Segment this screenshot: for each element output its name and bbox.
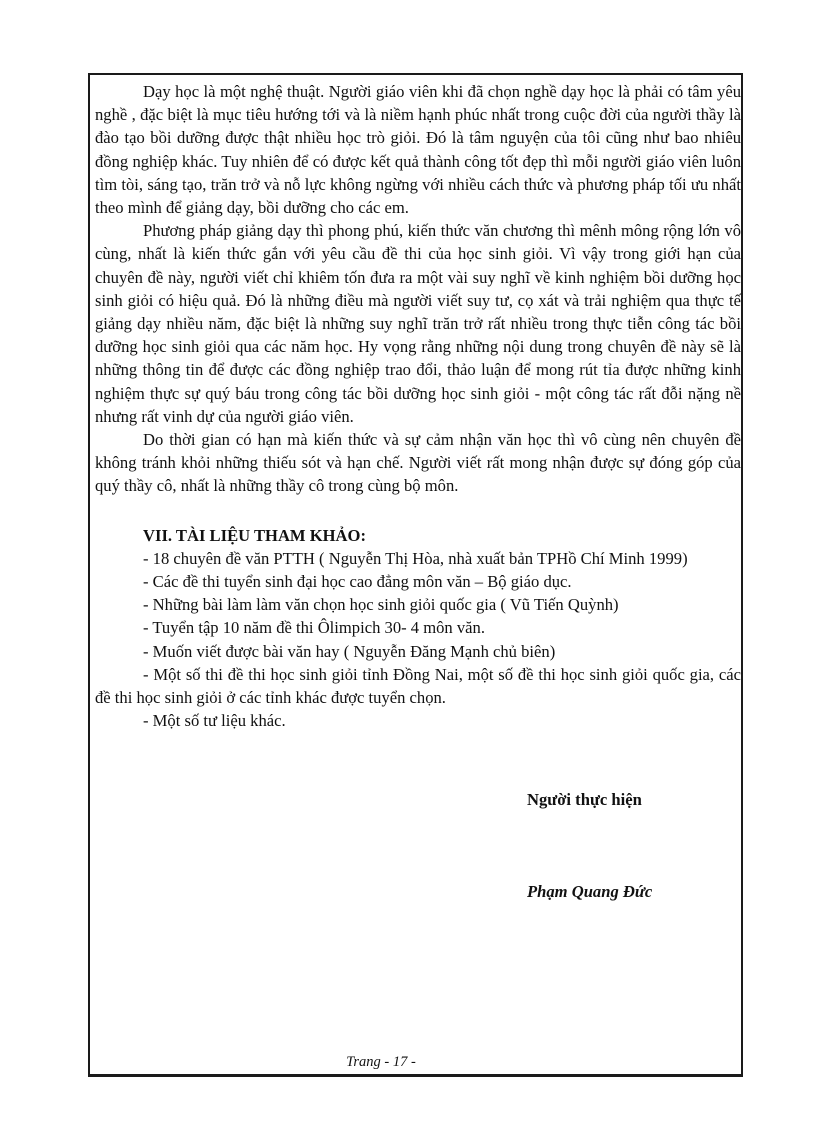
document-body <box>95 80 741 732</box>
page-number: Trang - 17 - <box>346 1054 416 1070</box>
signature-label: Người thực hiện <box>527 790 642 809</box>
reference-item: - 18 chuyên đề văn PTTH ( Nguyễn Thị Hòa, nhà xuất bản TPHồ Chí Minh 1999) <box>143 548 688 568</box>
page-footer <box>0 1054 816 1071</box>
references-list <box>95 547 741 733</box>
reference-item: - Muốn viết được bài văn hay ( Nguyễn Đăng Mạnh chủ biên) <box>143 641 556 661</box>
references-heading: VII. TÀI LIỆU THAM KHẢO: <box>143 525 366 545</box>
body-paragraph-1: Dạy học là một nghệ thuật. Người giáo viên khi đã chọn nghề dạy học là phải có tâm yêu nghề , đặc biệt là mục tiêu hướng tới và là niềm hạnh phúc nhất trong cuộc đời của người thầy là đào tạo bồi dưỡng được thật nhiều học trò giỏi. Đó là tâm nguyện của tôi cũng như bao nhiêu đồng nghiệp khác. Tuy nhiên để có được kết quả thành công tốt đẹp thì mỗi người giáo viên luôn tìm tòi, sáng tạo, trăn trở và nỗ lực không ngừng với nhiều cách thức và phương pháp tối ưu nhất theo mình để giảng dạy, bồi dưỡng cho các em. <box>95 82 741 218</box>
reference-item: - Tuyển tập 10 năm đề thi Ôlimpich 30- 4 môn văn. <box>143 618 485 638</box>
reference-item: - Những bài làm làm văn chọn học sinh giỏi quốc gia ( Vũ Tiến Quỳnh) <box>143 595 619 615</box>
body-paragraph-3: Do thời gian có hạn mà kiến thức và sự cảm nhận văn học thì vô cùng nên chuyên đề không tránh khỏi những thiếu sót và hạn chế. Người viết rất mong nhận được sự đóng góp của quý thầy cô, nhất là những thầy cô trong cùng bộ môn. <box>95 430 741 496</box>
reference-item: - Một số thi đề thi học sinh giỏi tỉnh Đồng Nai, một số đề thi học sinh giỏi quốc gia, các đề thi học sinh giỏi ở các tỉnh khác được tuyển chọn. <box>95 664 741 708</box>
reference-item: - Các đề thi tuyển sinh đại học cao đẳng môn văn – Bộ giáo dục. <box>143 572 572 592</box>
reference-item: - Một số tư liệu khác. <box>143 711 286 731</box>
body-paragraph-2: Phương pháp giảng dạy thì phong phú, kiến thức văn chương thì mênh mông rộng lớn vô cùng, nhất là kiến thức gắn với yêu cầu đề thi của học sinh giỏi. Vì vậy trong giới hạn của chuyên đề này, người viết chỉ khiêm tốn đưa ra một vài suy nghĩ về kinh nghiệm bồi dưỡng học sinh giỏi có hiệu quả. Đó là những điều mà người viết suy tư, cọ xát và trải nghiệm qua thực tế giảng dạy nhiều năm, đặc biệt là những suy nghĩ trăn trở rất nhiều trong thực tiễn công tác bồi dưỡng học sinh giỏi qua các năm học. Hy vọng rằng những nội dung trong chuyên đề này sẽ là những thông tin để được các đồng nghiệp trao đổi, thảo luận để mong rút tỉa được những kinh nghiệm thực sự quý báu trong công tác bồi dưỡng học sinh giỏi - một công tác rất đỗi nặng nề nhưng rất vinh dự của người giáo viên. <box>95 221 741 426</box>
signature-name: Phạm Quang Đức <box>527 882 653 901</box>
